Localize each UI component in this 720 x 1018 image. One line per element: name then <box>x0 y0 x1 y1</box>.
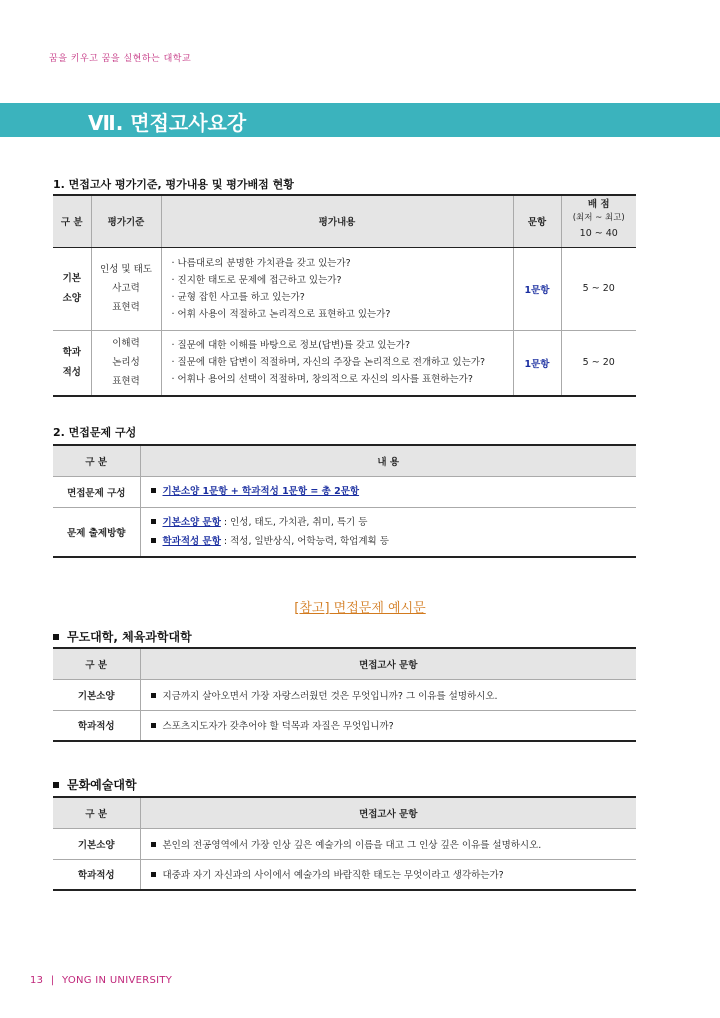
question-text: 대중과 자기 자신과의 사이에서 예술가의 바람직한 태도는 무엇이라고 생각하는가? <box>162 870 504 882</box>
question-text: 본인의 전공영역에서 가장 인상 깊은 예술가의 이름을 대고 그 인상 깊은 이유를 설명하시오. <box>162 839 542 851</box>
section1-heading: 1. 면접고사 평가기준, 평가내용 및 평가배점 현황 <box>53 178 294 191</box>
question-cell <box>140 859 636 890</box>
criteria-item: 표현력 <box>112 302 140 313</box>
table-row <box>53 710 636 741</box>
footer-university: YONG IN UNIVERSITY <box>61 975 173 986</box>
question-cell <box>140 710 636 741</box>
header-slogan: 꿈을 키우고 꿈을 실현하는 대학교 <box>49 54 192 64</box>
question-cell <box>140 828 636 859</box>
list-item: · 진지한 태도로 문제에 접근하고 있는가? <box>171 274 342 286</box>
direction-label: 문제 출제방향 <box>53 507 140 557</box>
criteria-item: 사고력 <box>112 283 140 294</box>
row-score: 5 ~ 20 <box>561 330 636 396</box>
question-label: 기본소양 <box>53 679 140 710</box>
list-item: · 나름대로의 분명한 가치관을 갖고 있는가? <box>171 257 351 269</box>
criteria-item: 이해력 <box>112 338 140 350</box>
table-row <box>53 679 636 710</box>
col-category: 구 분 <box>53 797 140 828</box>
basic-label: 기본소양 문항 <box>162 516 221 528</box>
col-question: 면접고사 문항 <box>140 648 636 679</box>
row-items <box>161 247 513 330</box>
college-heading <box>53 628 192 645</box>
row-criteria <box>91 247 161 330</box>
col-content: 내 용 <box>140 445 636 476</box>
composition-label: 면접문제 구성 <box>53 476 140 507</box>
bullet-icon <box>151 538 156 543</box>
row-criteria <box>91 330 161 396</box>
row-category: 기본 소양 <box>53 247 91 330</box>
col-question: 면접고사 문항 <box>140 797 636 828</box>
row-count: 1문항 <box>513 247 561 330</box>
row-items <box>161 330 513 396</box>
composition-text: 기본소양 1문항 + 학과적성 1문항 = 총 2문항 <box>162 486 360 497</box>
aptitude-label: 학과적성 문항 <box>162 535 221 547</box>
footer-separator: | <box>50 975 55 986</box>
row-count: 1문항 <box>513 330 561 396</box>
col-category: 구 분 <box>53 195 91 247</box>
page-number: 13 <box>30 975 44 986</box>
table-row <box>53 330 636 396</box>
college-name: 무도대학, 체육과학대학 <box>67 630 192 644</box>
bullet-icon <box>151 693 156 698</box>
row-score: 5 ~ 20 <box>561 247 636 330</box>
list-item: · 어휘나 용어의 선택이 적절하며, 창의적으로 자신의 의사를 표현하는가? <box>171 374 473 386</box>
bullet-icon <box>53 634 59 640</box>
question-text: 스포츠지도자가 갖추어야 할 덕목과 자질은 무엇입니까? <box>162 721 394 733</box>
bullet-icon <box>151 872 156 877</box>
criteria-item: 표현력 <box>112 376 140 388</box>
question-cell <box>140 679 636 710</box>
page-footer <box>30 975 172 986</box>
col-count: 문항 <box>513 195 561 247</box>
bullet-icon <box>151 723 156 728</box>
aptitude-text: : 적성, 일반상식, 어학능력, 학업계획 등 <box>220 535 389 547</box>
criteria-item: 논리성 <box>112 357 140 369</box>
example-table <box>53 647 636 742</box>
direction-cell <box>140 507 636 557</box>
list-item: · 질문에 대한 답변이 적절하며, 자신의 주장을 논리적으로 전개하고 있는가? <box>171 357 486 369</box>
table-row <box>53 828 636 859</box>
question-label: 학과적성 <box>53 859 140 890</box>
example-table <box>53 796 636 891</box>
basic-text: : 인성, 태도, 가치관, 취미, 특기 등 <box>220 516 368 528</box>
row-category: 학과 적성 <box>53 330 91 396</box>
composition-cell <box>140 476 636 507</box>
col-criteria: 평가기준 <box>91 195 161 247</box>
reference-title: [참고] 면접문제 예시문 <box>294 601 426 616</box>
col-score <box>561 195 636 247</box>
table-row <box>53 859 636 890</box>
list-item: · 균형 잡힌 사고를 하고 있는가? <box>171 291 305 303</box>
section2-heading: 2. 면접문제 구성 <box>53 426 137 439</box>
criteria-item: 인성 및 태도 <box>100 264 152 275</box>
col-category: 구 분 <box>53 445 140 476</box>
bullet-icon <box>53 782 59 788</box>
question-text: 지금까지 살아오면서 가장 자랑스러웠던 것은 무엇입니까? 그 이유를 설명하시오. <box>162 690 498 702</box>
score-sub: (최저 ~ 최고) <box>572 213 625 224</box>
table-row <box>53 476 636 507</box>
evaluation-table <box>53 194 636 397</box>
page-title: Ⅶ. 면접고사요강 <box>88 111 247 135</box>
composition-table <box>53 444 636 558</box>
question-label: 학과적성 <box>53 710 140 741</box>
college-heading <box>53 776 137 793</box>
col-content: 평가내용 <box>161 195 513 247</box>
bullet-icon <box>151 519 156 524</box>
table-row <box>53 247 636 330</box>
bullet-icon <box>151 488 156 493</box>
bullet-icon <box>151 842 156 847</box>
score-range: 10 ~ 40 <box>579 228 618 240</box>
col-category: 구 분 <box>53 648 140 679</box>
question-label: 기본소양 <box>53 828 140 859</box>
list-item: · 질문에 대한 이해를 바탕으로 정보(답변)를 갖고 있는가? <box>171 340 411 352</box>
list-item: · 어휘 사용이 적절하고 논리적으로 표현하고 있는가? <box>171 308 391 320</box>
score-title: 배 점 <box>587 199 610 211</box>
table-row <box>53 507 636 557</box>
college-name: 문화예술대학 <box>67 778 137 792</box>
